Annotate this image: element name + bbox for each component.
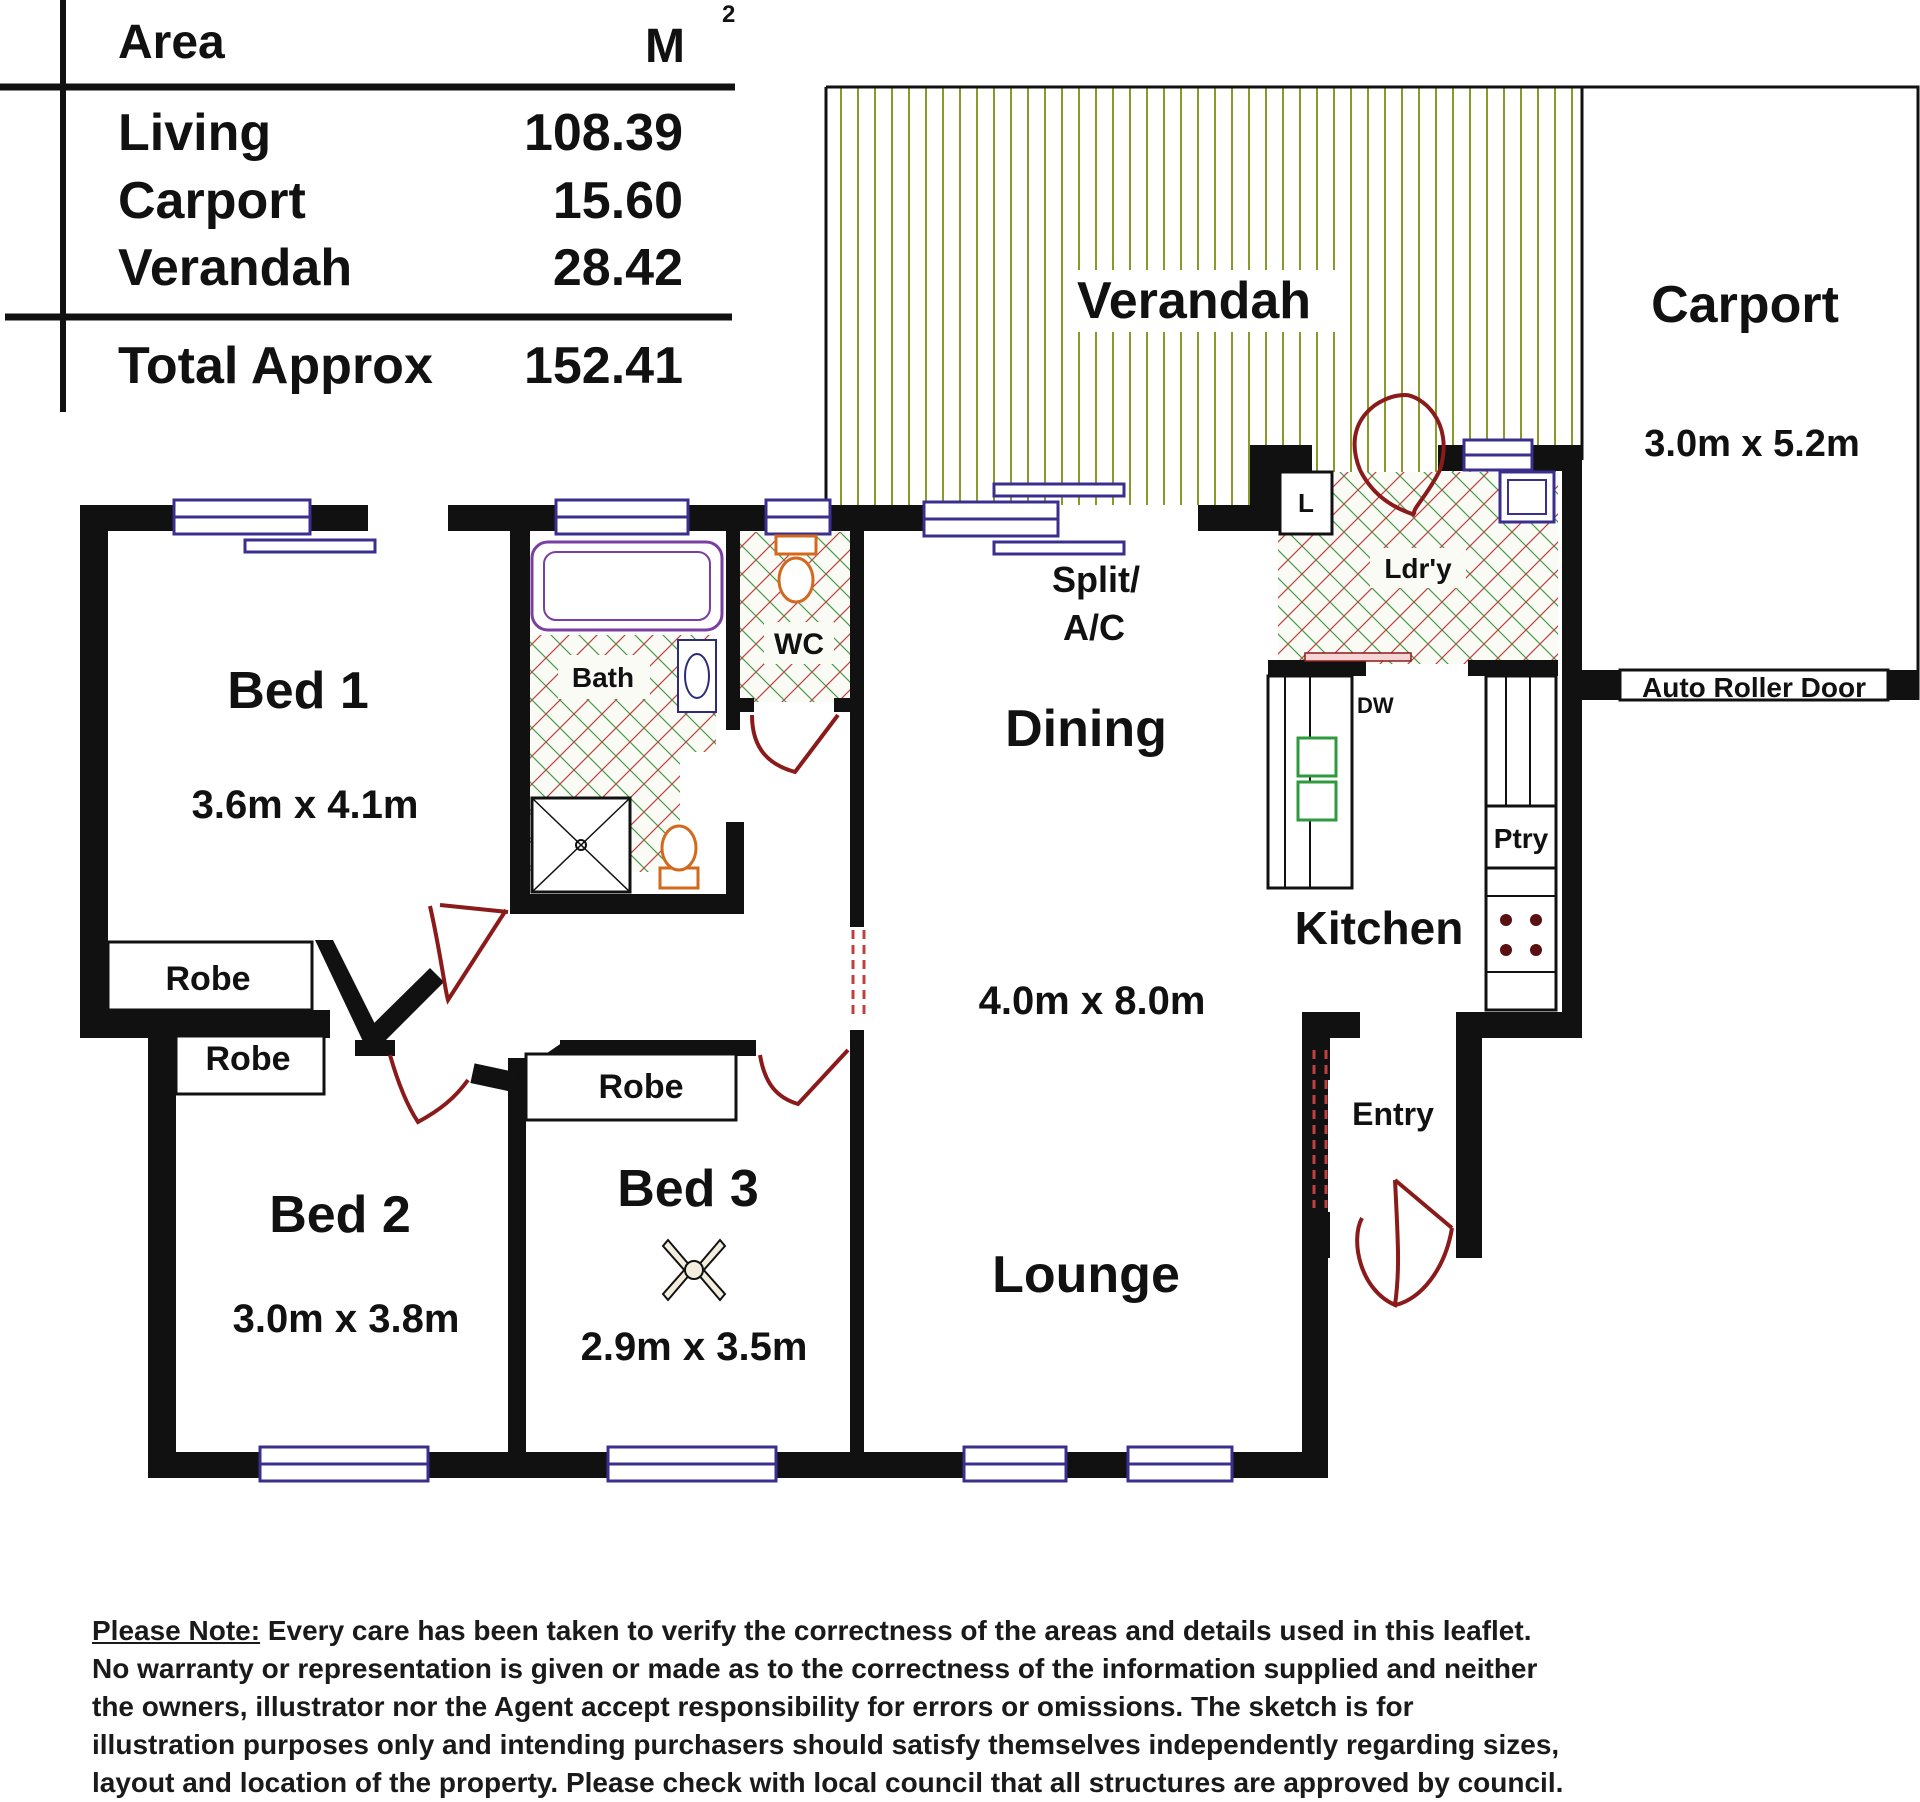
wall	[1302, 1012, 1360, 1038]
table-row-label: Carport	[118, 172, 306, 230]
carport-label: Carport	[1651, 276, 1839, 334]
door-swing	[1357, 1180, 1398, 1305]
disclaimer-label: Please Note:	[92, 1615, 261, 1646]
wall	[80, 1010, 330, 1038]
table-row-value: 28.42	[552, 239, 683, 297]
wall	[850, 1030, 864, 1460]
sliding-openings	[853, 930, 1326, 1208]
laundry-slider	[1305, 653, 1411, 661]
wall	[1268, 660, 1366, 676]
window	[994, 542, 1124, 554]
sink-icon	[1298, 782, 1336, 820]
wall	[1302, 1212, 1330, 1258]
window	[245, 540, 375, 552]
entry-label: Entry	[1352, 1096, 1434, 1132]
door-swing	[390, 1055, 468, 1122]
table-row-label: Verandah	[118, 239, 353, 297]
wall	[726, 505, 740, 730]
table-header-unit: M	[645, 20, 685, 73]
window	[994, 484, 1124, 496]
door-swing	[440, 905, 508, 912]
bathtub-icon	[532, 542, 722, 630]
robe-3-label: Robe	[598, 1068, 684, 1106]
split-ac-label: A/C	[1063, 607, 1125, 648]
area-table	[0, 0, 735, 412]
wall	[834, 698, 856, 712]
door-leaf	[1395, 1180, 1452, 1228]
wc-label: WC	[774, 628, 824, 661]
wall	[308, 505, 368, 531]
wall	[850, 1030, 862, 1070]
wall	[1250, 445, 1312, 471]
living-dims: 4.0m x 8.0m	[978, 979, 1206, 1023]
lounge-label: Lounge	[992, 1246, 1180, 1304]
pantry-label: Ptry	[1493, 823, 1549, 854]
roller-door-wall	[1888, 670, 1918, 700]
split-ac-label: Split/	[1052, 559, 1140, 600]
wall	[80, 505, 108, 1035]
wall	[362, 968, 444, 1050]
disclaimer-line: No warranty or representation is given or made as to the correctness of the information supplied and neither	[92, 1653, 1538, 1684]
dishwasher-label: DW	[1357, 693, 1394, 718]
sink-icon	[1298, 738, 1336, 776]
toilet-icon	[776, 536, 816, 602]
dining-label: Dining	[1005, 700, 1167, 758]
roller-door-wall	[1582, 670, 1620, 700]
table-row-value: 15.60	[552, 172, 683, 230]
carport-dims: 3.0m x 5.2m	[1644, 423, 1860, 465]
disclaimer-line: illustration purposes only and intending purchasers should satisfy themselves independently regarding sizes,	[92, 1729, 1560, 1760]
kitchen-label: Kitchen	[1294, 902, 1464, 954]
table-row-label: Living	[118, 104, 272, 162]
door-swing	[1395, 1228, 1452, 1305]
wall	[148, 1010, 176, 1478]
laundry-label: Ldr'y	[1384, 553, 1452, 584]
disclaimer-line: layout and location of the property. Please check with local council that all structures are approved by council.	[92, 1767, 1564, 1798]
disclaimer-text: Every care has been taken to verify the correctness of the areas and details used in this leaflet.	[260, 1615, 1532, 1646]
auto-roller-door-label: Auto Roller Door	[1642, 672, 1866, 703]
wall	[1468, 660, 1558, 676]
ceiling-fan-icon	[663, 1240, 725, 1300]
table-header-area: Area	[118, 16, 225, 69]
wall	[726, 822, 744, 914]
door-swing	[752, 715, 838, 772]
wall	[1456, 1012, 1482, 1258]
disclaimer-line: the owners, illustrator nor the Agent accept responsibility for errors or omissions. The sketch is for	[92, 1691, 1414, 1722]
robe-2-label: Robe	[205, 1040, 291, 1078]
table-header-unit-sup: 2	[722, 1, 736, 28]
wall	[826, 505, 924, 531]
wall	[508, 1058, 526, 1458]
bed1-dims: 3.6m x 4.1m	[191, 783, 419, 827]
toilet-icon	[660, 826, 698, 888]
bed2-label: Bed 2	[269, 1186, 411, 1244]
bed1-label: Bed 1	[227, 662, 369, 720]
robe-1-label: Robe	[165, 960, 251, 998]
bed3-dims: 2.9m x 3.5m	[580, 1325, 808, 1369]
wall	[448, 505, 556, 531]
disclaimer-note	[92, 1612, 1812, 1802]
wall	[732, 698, 754, 712]
table-row-value: 108.39	[523, 104, 683, 162]
wall	[355, 1040, 395, 1056]
disclaimer-line	[92, 1612, 1812, 1650]
table-total-value: 152.41	[523, 337, 683, 395]
laundry-cupboard-label: L	[1298, 488, 1314, 518]
wall	[510, 894, 744, 914]
wall	[510, 505, 530, 913]
door-swing	[760, 1050, 848, 1104]
verandah-label: Verandah	[1076, 272, 1312, 330]
door-swing	[430, 906, 506, 1000]
bed2-dims: 3.0m x 3.8m	[232, 1297, 460, 1341]
wall	[1562, 445, 1582, 1015]
basin-icon	[678, 640, 716, 712]
bed3-label: Bed 3	[617, 1160, 759, 1218]
table-total-label: Total Approx	[118, 337, 433, 395]
bath-label: Bath	[571, 662, 635, 693]
wall	[850, 505, 864, 927]
